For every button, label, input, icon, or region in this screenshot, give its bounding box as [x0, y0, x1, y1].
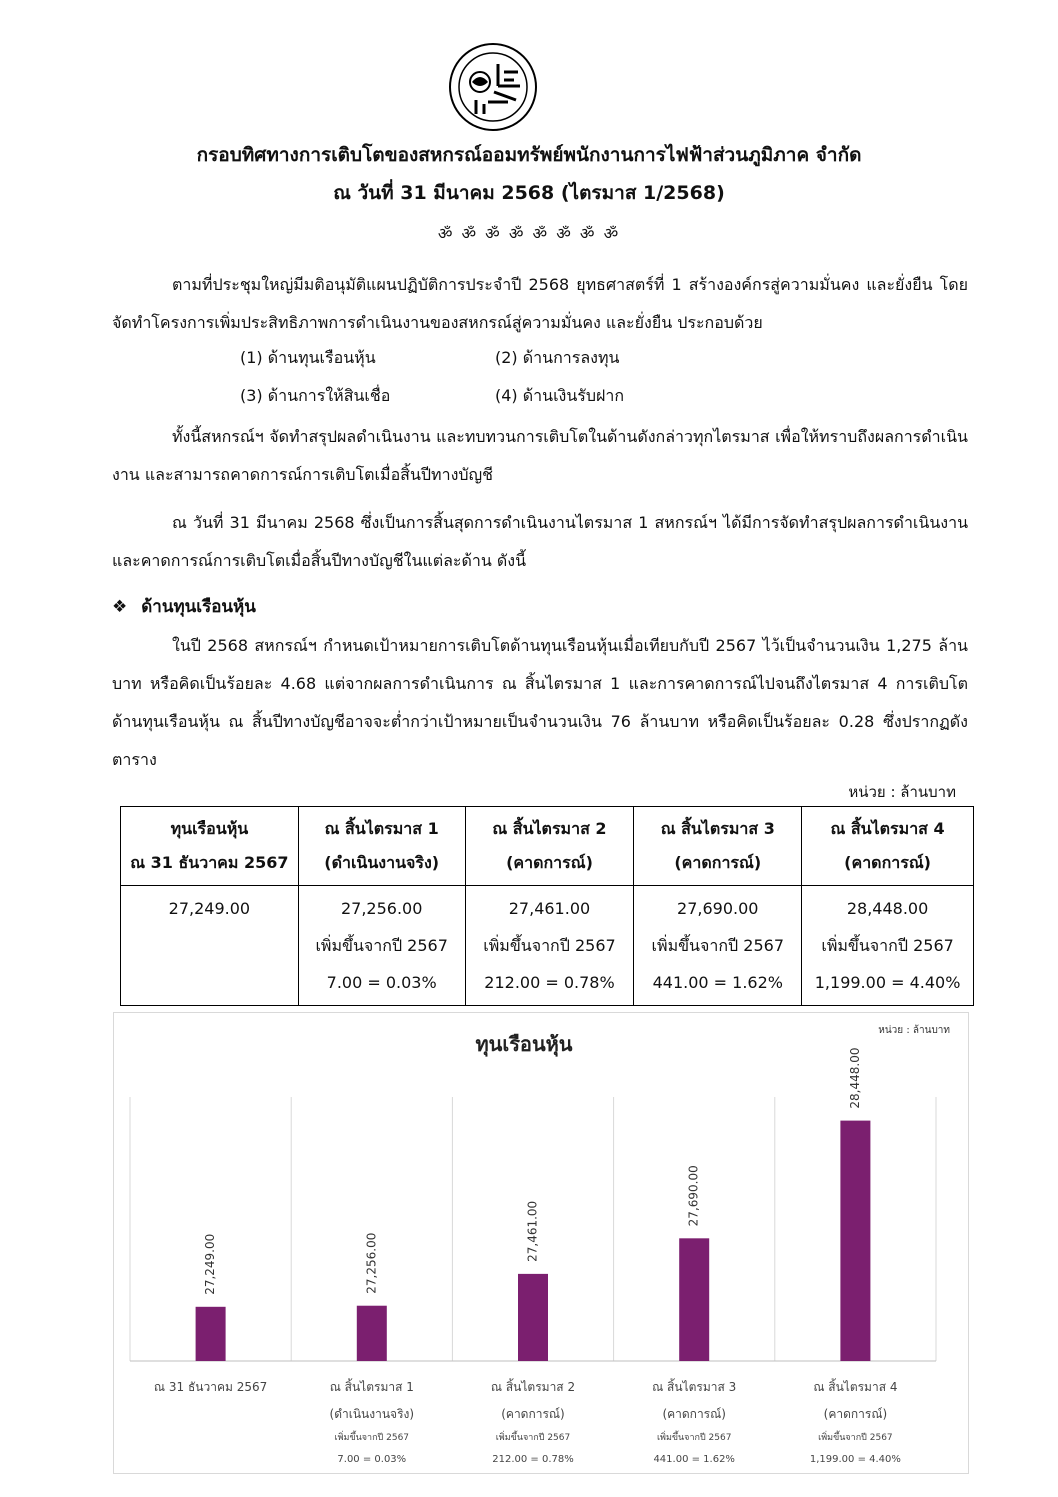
category-label: (คาดการณ์)	[823, 1407, 888, 1421]
category-label: (ดำเนินงานจริง)	[329, 1407, 415, 1421]
category-label: ณ สิ้นไตรมาส 2	[490, 1380, 576, 1394]
data-label: 27,249.00	[203, 1233, 218, 1295]
category-label: ณ สิ้นไตรมาส 1	[329, 1380, 414, 1394]
data-label: 27,461.00	[525, 1200, 540, 1262]
data-label: 28,448.00	[847, 1047, 862, 1109]
bar-chart-svg	[114, 1013, 968, 1473]
summary-paragraph: ทั้งนี้สหกรณ์ฯ จัดทำสรุปผลดำเนินงาน และทบทวนการเติบโตในด้านดังกล่าวทุกไตรมาส เพื่อให้ทราบถึงผลการดำเนินงาน และสามารถคาดการณ์การเติบโตเมื่อสิ้นปีทางบัญชี	[112, 427, 968, 484]
cooperative-seal-icon	[448, 42, 538, 132]
table-header: ณ สิ้นไตรมาส 3 (คาดการณ์)	[634, 807, 802, 886]
chart-unit-note: หน่วย : ล้านบาท	[878, 1025, 950, 1036]
list-item: (4) ด้านเงินรับฝาก	[495, 386, 625, 405]
share-capital-paragraph: ในปี 2568 สหกรณ์ฯ กำหนดเป้าหมายการเติบโตด้านทุนเรือนหุ้นเมื่อเทียบกับปี 2567 ไว้เป็นจำนวนเงิน 1,275 ล้านบาท หรือคิดเป็นร้อยละ 4.68 แต่จากผลการดำเนินการ ณ สิ้นไตรมาส 1 และการคาดการณ์ไปจนถึงไตรมาส 4 การเติบโตด้านทุนเรือนหุ้น ณ สิ้นปีทางบัญชีอาจจะต่ำกว่าเป้าหมายเป็นจำนวนเงิน 76 ล้านบาท หรือคิดเป็นร้อยละ 0.28 ซึ่งปรากฏดังตาราง	[112, 636, 968, 769]
bar	[679, 1238, 709, 1361]
table-cell: 27,461.00 เพิ่มขึ้นจากปี 2567 212.00 = 0.78%	[465, 886, 634, 1006]
table-header: ณ สิ้นไตรมาส 4 (คาดการณ์)	[802, 807, 974, 886]
table-row	[121, 886, 974, 1006]
section-heading-text: ด้านทุนเรือนหุ้น	[141, 597, 256, 617]
table-header-row	[121, 807, 974, 886]
category-label: เพิ่มขึ้นจากปี 2567	[495, 1433, 571, 1443]
intro-paragraph: ตามที่ประชุมใหญ่มีมติอนุมัติแผนปฏิบัติการประจำปี 2568 ยุทธศาสตร์ที่ 1 สร้างองค์กรสู่ความมั่นคง และยั่งยืน โดยจัดทำโครงการเพิ่มประสิทธิภาพการดำเนินงานของสหกรณ์สู่ความมั่นคง และยั่งยืน ประกอบด้วย	[112, 275, 968, 332]
bar	[196, 1307, 226, 1361]
diamond-bullet-icon: ❖	[112, 597, 128, 617]
section-heading	[112, 593, 256, 620]
table-header: ณ สิ้นไตรมาส 2 (คาดการณ์)	[465, 807, 634, 886]
list-item: (3) ด้านการให้สินเชื่อ	[240, 386, 391, 405]
table-header: ทุนเรือนหุ้น ณ 31 ธันวาคม 2567	[121, 807, 299, 886]
list-item: (1) ด้านทุนเรือนหุ้น	[240, 348, 376, 367]
chart-title: ทุนเรือนหุ้น	[475, 1032, 573, 1056]
bar	[518, 1274, 548, 1361]
document-title: กรอบทิศทางการเติบโตของสหกรณ์ออมทรัพย์พนักงานการไฟฟ้าส่วนภูมิภาค จำกัด	[196, 144, 862, 166]
table-cell: 27,690.00 เพิ่มขึ้นจากปี 2567 441.00 = 1.62%	[634, 886, 802, 1006]
table-cell: 27,256.00 เพิ่มขึ้นจากปี 2567 7.00 = 0.03%	[298, 886, 465, 1006]
table-cell: 28,448.00 เพิ่มขึ้นจากปี 2567 1,199.00 = 4.40%	[802, 886, 974, 1006]
document-subtitle: ณ วันที่ 31 มีนาคม 2568 (ไตรมาส 1/2568)	[333, 182, 725, 204]
category-label: 7.00 = 0.03%	[337, 1454, 407, 1465]
category-label: (คาดการณ์)	[501, 1407, 565, 1421]
bar	[840, 1121, 870, 1361]
category-label: 212.00 = 0.78%	[492, 1454, 574, 1465]
category-label: 441.00 = 1.62%	[653, 1454, 735, 1465]
share-capital-chart	[113, 1012, 969, 1474]
category-label: ณ สิ้นไตรมาส 4	[813, 1380, 898, 1394]
share-capital-table	[120, 806, 974, 1006]
table-cell: 27,249.00	[121, 886, 299, 1006]
quarter-paragraph: ณ วันที่ 31 มีนาคม 2568 ซึ่งเป็นการสิ้นสุดการดำเนินงานไตรมาส 1 สหกรณ์ฯ ได้มีการจัดทำสรุปผลการดำเนินงาน และคาดการณ์การเติบโตเมื่อสิ้นปีทางบัญชีในแต่ละด้าน ดังนี้	[112, 513, 968, 570]
ornament-divider: ॐ ॐ ॐ ॐ ॐ ॐ ॐ ॐ	[437, 224, 621, 243]
category-label: เพิ่มขึ้นจากปี 2567	[818, 1433, 893, 1443]
category-label: (คาดการณ์)	[662, 1407, 726, 1421]
data-label: 27,690.00	[686, 1165, 701, 1227]
category-label: 1,199.00 = 4.40%	[809, 1454, 901, 1465]
data-label: 27,256.00	[364, 1232, 379, 1294]
table-header: ณ สิ้นไตรมาส 1 (ดำเนินงานจริง)	[298, 807, 465, 886]
category-label: เพิ่มขึ้นจากปี 2567	[656, 1433, 732, 1443]
category-label: ณ 31 ธันวาคม 2567	[153, 1380, 268, 1394]
category-label: ณ สิ้นไตรมาส 3	[652, 1380, 737, 1394]
category-label: เพิ่มขึ้นจากปี 2567	[334, 1433, 410, 1443]
unit-label: หน่วย : ล้านบาท	[848, 783, 956, 801]
bar	[357, 1306, 387, 1361]
list-item: (2) ด้านการลงทุน	[495, 348, 620, 367]
